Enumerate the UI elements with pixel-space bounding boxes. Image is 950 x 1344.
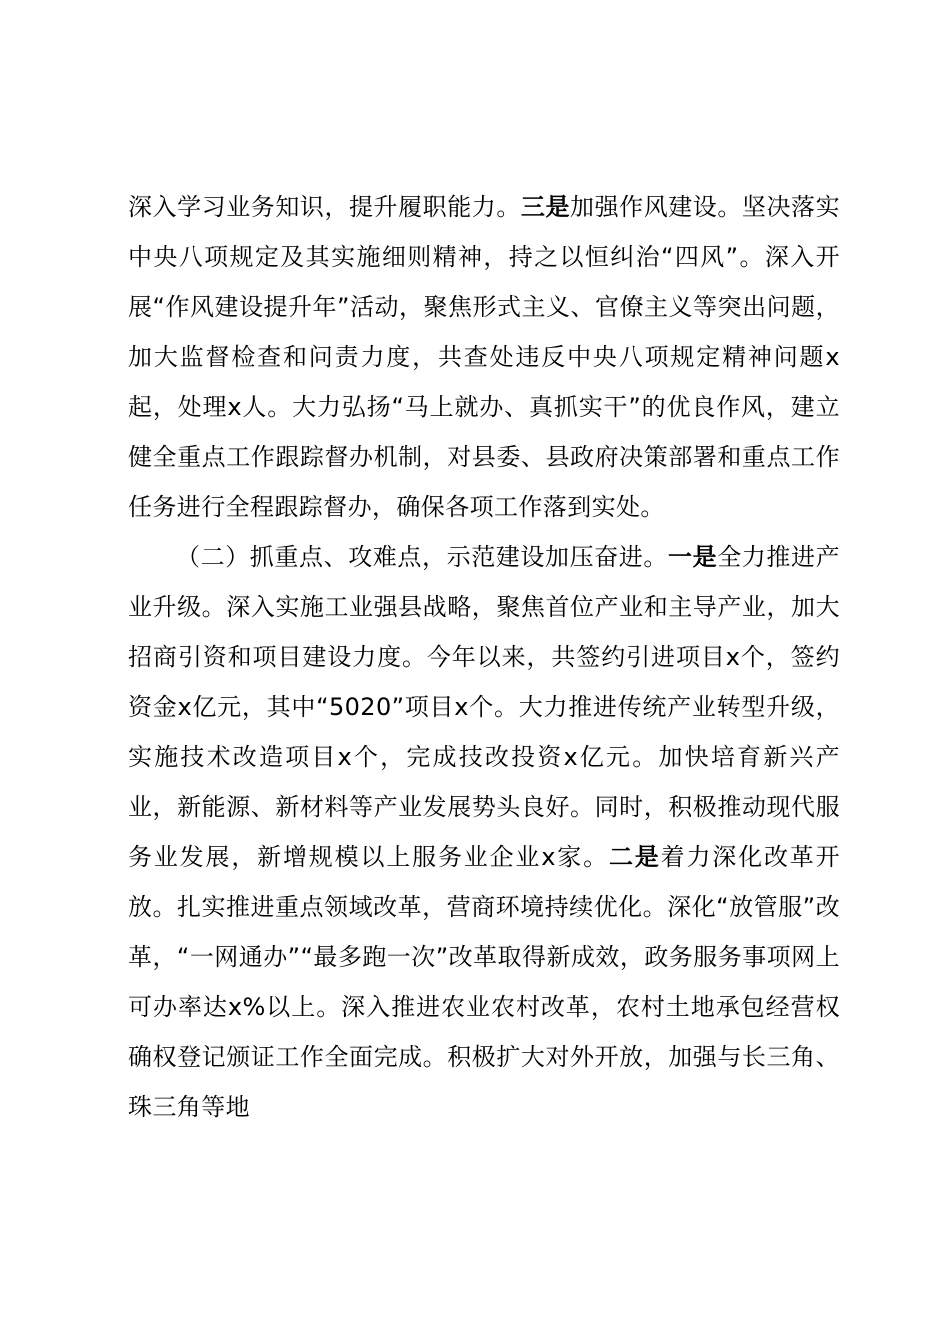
paragraph-2 (128, 532, 840, 1132)
paragraph-2-lead-two: 二是 (608, 843, 661, 871)
paragraph-1-text-b: 加强作风建设。坚决落实中央八项规定及其实施细则精神，持之以恒纠治“四风”。深入开展“作风建设提升年”活动，聚焦形式主义、官僚主义等突出问题，加大监督检查和问责力度，共查处违反中央八项规定精神问题x起，处理x人。大力弘扬“马上就办、真抓实干”的优良作风，建立健全重点工作跟踪督办机制，对县委、县政府决策部署和重点工作任务进行全程跟踪督办，确保各项工作落到实处。 (128, 193, 840, 521)
paragraph-1-text-a: 深入学习业务知识，提升履职能力。 (128, 193, 521, 221)
paragraph-2-lead-one: 一是 (668, 543, 718, 571)
paragraph-1-lead-three: 三是 (520, 193, 571, 221)
document-page (128, 182, 840, 1132)
paragraph-2-text-b: 全力推进产业升级。深入实施工业强县战略，聚焦首位产业和主导产业，加大招商引资和项目建设力度。今年以来，共签约引进项目x个，签约资金x亿元，其中“5020”项目x个。大力推进传统产业转型升级，实施技术改造项目x个，完成技改投资x亿元。加快培育新兴产业，新能源、新材料等产业发展势头良好。同时，积极推动现代服务业发展，新增规模以上服务业企业x家。 (128, 543, 841, 871)
paragraph-1 (128, 182, 840, 532)
paragraph-2-text-c: 着力深化改革开放。扎实推进重点领域改革，营商环境持续优化。深化“放管服”改革，“一网通办”“最多跑一次”改革取得新成效，政务服务事项网上可办率达x%以上。深入推进农业农村改革，农村土地承包经营权确权登记颁证工作全面完成。积极扩大对外开放，加强与长三角、珠三角等地 (128, 843, 840, 1121)
paragraph-2-text-a: （二）抓重点、攻难点，示范建设加压奋进。 (176, 543, 668, 571)
